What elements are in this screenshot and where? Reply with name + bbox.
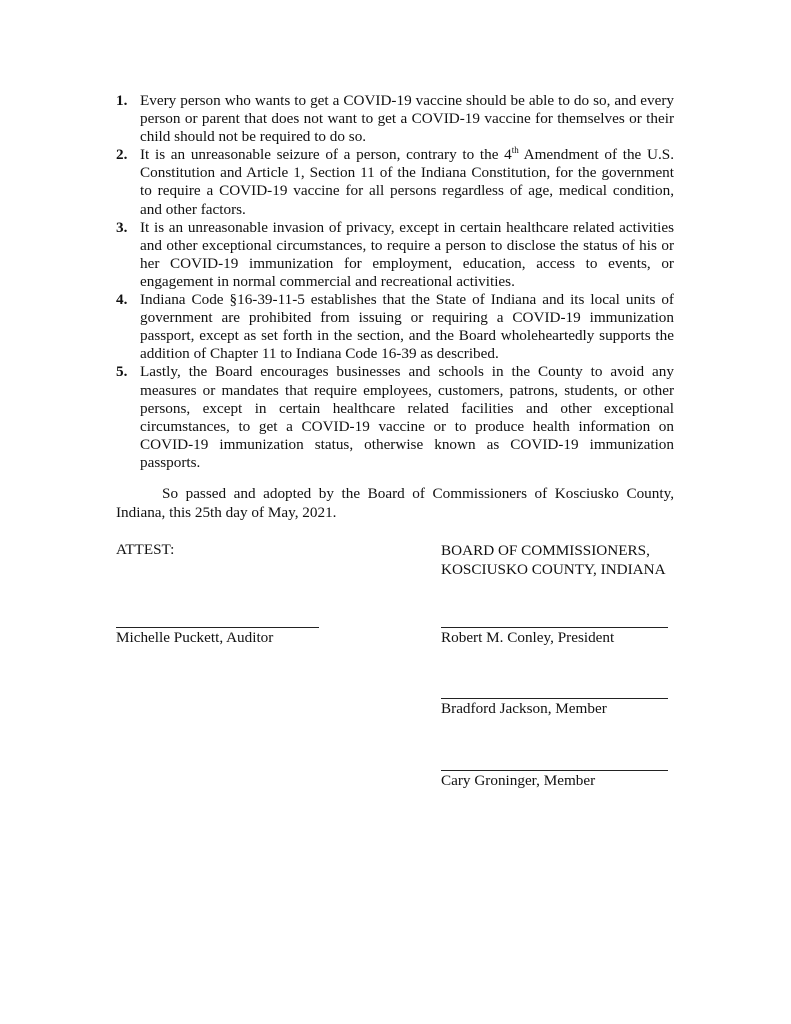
resolution-item-5 — [116, 363, 674, 472]
president-signature-line — [441, 627, 668, 628]
president-name: Robert M. Conley, President — [441, 629, 615, 646]
member1-signature-line — [441, 698, 668, 699]
adoption-statement: So passed and adopted by the Board of Commissioners of Kosciusko County, Indiana, this 25th day of May, 2021. — [116, 485, 674, 521]
resolution-number: 4. — [116, 291, 128, 309]
board-title-line: KOSCIUSKO COUNTY, INDIANA — [441, 561, 666, 578]
resolution-number: 1. — [116, 92, 128, 109]
member2-signature-line — [441, 770, 668, 771]
resolution-item-3 — [116, 219, 674, 291]
resolution-text: Every person who wants to get a COVID-19 vaccine should be able to do so, and every person or parent that does not want to get a COVID-19 vaccine for themselves or their child should not be required to do so. — [140, 92, 674, 146]
board-title — [441, 541, 666, 579]
resolution-text-part: Amendment of the U.S. Constitution and Article 1, Section 11 of the Indiana Constitution, for the government to require a COVID-19 vaccine for all persons regardless of age, medical condition, and other factors. — [140, 146, 674, 218]
resolution-number: 2. — [116, 146, 128, 164]
resolution-number: 5. — [116, 363, 128, 381]
member1-name: Bradford Jackson, Member — [441, 700, 607, 717]
board-title-line: BOARD OF COMMISSIONERS, — [441, 542, 650, 559]
member2-name: Cary Groninger, Member — [441, 772, 596, 789]
resolution-item-1 — [116, 92, 674, 146]
ordinal-superscript: th — [511, 145, 519, 156]
resolution-text-part: It is an unreasonable seizure of a person, contrary to the 4 — [140, 146, 512, 164]
resolution-item-2 — [116, 146, 674, 218]
resolution-item-4 — [116, 291, 674, 363]
auditor-signature-line — [116, 627, 319, 628]
resolution-list — [116, 92, 674, 472]
resolution-text — [140, 146, 674, 217]
resolution-text: Indiana Code §16-39-11-5 establishes that the State of Indiana and its local units of government are prohibited from issuing or requiring a COVID-19 immunization passport, except as set forth in the section, and the Board wholeheartedly supports the addition of Chapter 11 to Indiana Code 16-39 as described. — [140, 291, 674, 363]
attest-label: ATTEST: — [116, 541, 175, 558]
resolution-text: Lastly, the Board encourages businesses and schools in the County to avoid any measures or mandates that require employees, customers, patrons, students, or other persons, except in certain healthcare related facilities and other exceptional circumstances, to get a COVID-19 vaccine or to produce health information on COVID-19 immunization status, otherwise known as COVID-19 immunization passports. — [140, 363, 674, 471]
resolution-number: 3. — [116, 218, 128, 236]
auditor-name: Michelle Puckett, Auditor — [116, 629, 274, 646]
resolution-text: It is an unreasonable invasion of privacy, except in certain healthcare related activities and other exceptional circumstances, to require a person to disclose the status of his or her COVID-19 immunization for employment, education, access to events, or engagement in normal commercial and recreational activities. — [140, 218, 674, 290]
